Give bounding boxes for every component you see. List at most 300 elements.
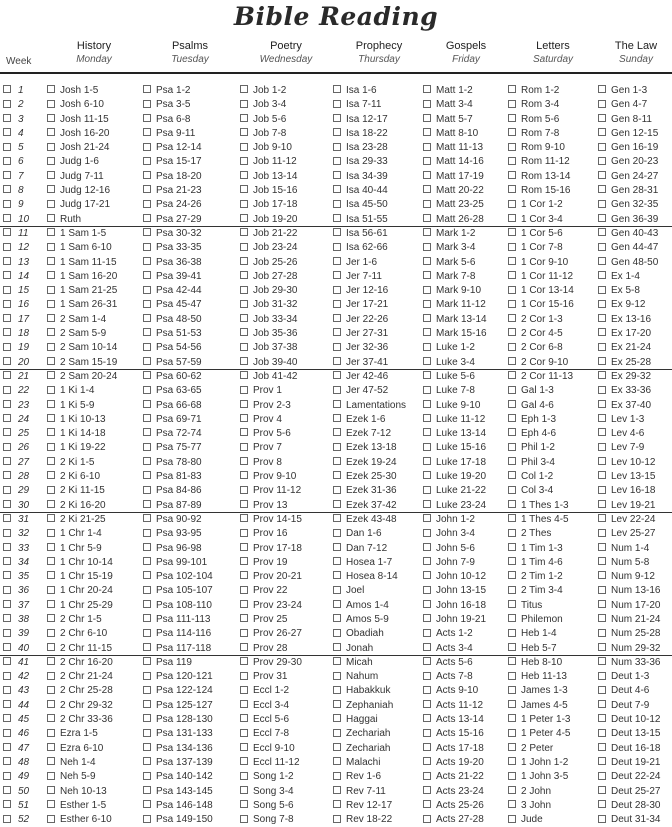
- poetry-checkbox[interactable]: [240, 343, 248, 351]
- psalms-checkbox[interactable]: [143, 157, 151, 165]
- prophecy-checkbox[interactable]: [333, 672, 341, 680]
- letters-checkbox[interactable]: [508, 185, 516, 193]
- letters-checkbox[interactable]: [508, 672, 516, 680]
- prophecy-checkbox[interactable]: [333, 629, 341, 637]
- poetry-checkbox[interactable]: [240, 314, 248, 322]
- poetry-checkbox[interactable]: [240, 414, 248, 422]
- the-law-checkbox[interactable]: [598, 672, 606, 680]
- poetry-checkbox[interactable]: [240, 328, 248, 336]
- psalms-checkbox[interactable]: [143, 328, 151, 336]
- poetry-checkbox[interactable]: [240, 428, 248, 436]
- psalms-checkbox[interactable]: [143, 714, 151, 722]
- the-law-checkbox[interactable]: [598, 328, 606, 336]
- history-checkbox[interactable]: [47, 786, 55, 794]
- letters-checkbox[interactable]: [508, 543, 516, 551]
- history-checkbox[interactable]: [47, 371, 55, 379]
- gospels-checkbox[interactable]: [423, 457, 431, 465]
- letters-checkbox[interactable]: [508, 815, 516, 823]
- history-checkbox[interactable]: [47, 629, 55, 637]
- psalms-checkbox[interactable]: [143, 571, 151, 579]
- week-checkbox[interactable]: [3, 185, 11, 193]
- the-law-checkbox[interactable]: [598, 815, 606, 823]
- week-checkbox[interactable]: [3, 557, 11, 565]
- history-checkbox[interactable]: [47, 686, 55, 694]
- week-checkbox[interactable]: [3, 100, 11, 108]
- prophecy-checkbox[interactable]: [333, 414, 341, 422]
- the-law-checkbox[interactable]: [598, 614, 606, 622]
- history-checkbox[interactable]: [47, 314, 55, 322]
- gospels-checkbox[interactable]: [423, 114, 431, 122]
- the-law-checkbox[interactable]: [598, 386, 606, 394]
- week-checkbox[interactable]: [3, 657, 11, 665]
- psalms-checkbox[interactable]: [143, 114, 151, 122]
- gospels-checkbox[interactable]: [423, 486, 431, 494]
- history-checkbox[interactable]: [47, 143, 55, 151]
- history-checkbox[interactable]: [47, 114, 55, 122]
- prophecy-checkbox[interactable]: [333, 729, 341, 737]
- prophecy-checkbox[interactable]: [333, 457, 341, 465]
- the-law-checkbox[interactable]: [598, 314, 606, 322]
- prophecy-checkbox[interactable]: [333, 128, 341, 136]
- week-checkbox[interactable]: [3, 471, 11, 479]
- poetry-checkbox[interactable]: [240, 529, 248, 537]
- history-checkbox[interactable]: [47, 486, 55, 494]
- psalms-checkbox[interactable]: [143, 772, 151, 780]
- prophecy-checkbox[interactable]: [333, 243, 341, 251]
- history-checkbox[interactable]: [47, 714, 55, 722]
- prophecy-checkbox[interactable]: [333, 815, 341, 823]
- psalms-checkbox[interactable]: [143, 214, 151, 222]
- gospels-checkbox[interactable]: [423, 171, 431, 179]
- week-checkbox[interactable]: [3, 400, 11, 408]
- history-checkbox[interactable]: [47, 500, 55, 508]
- poetry-checkbox[interactable]: [240, 100, 248, 108]
- the-law-checkbox[interactable]: [598, 185, 606, 193]
- history-checkbox[interactable]: [47, 772, 55, 780]
- week-checkbox[interactable]: [3, 500, 11, 508]
- psalms-checkbox[interactable]: [143, 786, 151, 794]
- history-checkbox[interactable]: [47, 600, 55, 608]
- the-law-checkbox[interactable]: [598, 357, 606, 365]
- week-checkbox[interactable]: [3, 357, 11, 365]
- gospels-checkbox[interactable]: [423, 743, 431, 751]
- prophecy-checkbox[interactable]: [333, 271, 341, 279]
- gospels-checkbox[interactable]: [423, 414, 431, 422]
- week-checkbox[interactable]: [3, 257, 11, 265]
- the-law-checkbox[interactable]: [598, 457, 606, 465]
- history-checkbox[interactable]: [47, 457, 55, 465]
- psalms-checkbox[interactable]: [143, 200, 151, 208]
- letters-checkbox[interactable]: [508, 586, 516, 594]
- prophecy-checkbox[interactable]: [333, 400, 341, 408]
- letters-checkbox[interactable]: [508, 257, 516, 265]
- the-law-checkbox[interactable]: [598, 100, 606, 108]
- history-checkbox[interactable]: [47, 328, 55, 336]
- letters-checkbox[interactable]: [508, 743, 516, 751]
- gospels-checkbox[interactable]: [423, 286, 431, 294]
- history-checkbox[interactable]: [47, 171, 55, 179]
- week-checkbox[interactable]: [3, 157, 11, 165]
- gospels-checkbox[interactable]: [423, 714, 431, 722]
- week-checkbox[interactable]: [3, 343, 11, 351]
- gospels-checkbox[interactable]: [423, 400, 431, 408]
- the-law-checkbox[interactable]: [598, 714, 606, 722]
- week-checkbox[interactable]: [3, 457, 11, 465]
- psalms-checkbox[interactable]: [143, 486, 151, 494]
- letters-checkbox[interactable]: [508, 428, 516, 436]
- letters-checkbox[interactable]: [508, 643, 516, 651]
- poetry-checkbox[interactable]: [240, 357, 248, 365]
- week-checkbox[interactable]: [3, 643, 11, 651]
- prophecy-checkbox[interactable]: [333, 800, 341, 808]
- week-checkbox[interactable]: [3, 586, 11, 594]
- gospels-checkbox[interactable]: [423, 386, 431, 394]
- prophecy-checkbox[interactable]: [333, 228, 341, 236]
- poetry-checkbox[interactable]: [240, 772, 248, 780]
- gospels-checkbox[interactable]: [423, 243, 431, 251]
- the-law-checkbox[interactable]: [598, 686, 606, 694]
- letters-checkbox[interactable]: [508, 486, 516, 494]
- poetry-checkbox[interactable]: [240, 729, 248, 737]
- the-law-checkbox[interactable]: [598, 400, 606, 408]
- poetry-checkbox[interactable]: [240, 486, 248, 494]
- prophecy-checkbox[interactable]: [333, 543, 341, 551]
- gospels-checkbox[interactable]: [423, 815, 431, 823]
- prophecy-checkbox[interactable]: [333, 314, 341, 322]
- week-checkbox[interactable]: [3, 85, 11, 93]
- prophecy-checkbox[interactable]: [333, 786, 341, 794]
- letters-checkbox[interactable]: [508, 271, 516, 279]
- poetry-checkbox[interactable]: [240, 457, 248, 465]
- the-law-checkbox[interactable]: [598, 786, 606, 794]
- poetry-checkbox[interactable]: [240, 214, 248, 222]
- history-checkbox[interactable]: [47, 543, 55, 551]
- gospels-checkbox[interactable]: [423, 729, 431, 737]
- poetry-checkbox[interactable]: [240, 500, 248, 508]
- poetry-checkbox[interactable]: [240, 243, 248, 251]
- letters-checkbox[interactable]: [508, 514, 516, 522]
- week-checkbox[interactable]: [3, 271, 11, 279]
- week-checkbox[interactable]: [3, 729, 11, 737]
- history-checkbox[interactable]: [47, 757, 55, 765]
- history-checkbox[interactable]: [47, 228, 55, 236]
- the-law-checkbox[interactable]: [598, 85, 606, 93]
- the-law-checkbox[interactable]: [598, 414, 606, 422]
- history-checkbox[interactable]: [47, 414, 55, 422]
- prophecy-checkbox[interactable]: [333, 286, 341, 294]
- the-law-checkbox[interactable]: [598, 586, 606, 594]
- psalms-checkbox[interactable]: [143, 343, 151, 351]
- the-law-checkbox[interactable]: [598, 343, 606, 351]
- week-checkbox[interactable]: [3, 428, 11, 436]
- psalms-checkbox[interactable]: [143, 428, 151, 436]
- history-checkbox[interactable]: [47, 185, 55, 193]
- week-checkbox[interactable]: [3, 686, 11, 694]
- gospels-checkbox[interactable]: [423, 800, 431, 808]
- week-checkbox[interactable]: [3, 286, 11, 294]
- poetry-checkbox[interactable]: [240, 286, 248, 294]
- letters-checkbox[interactable]: [508, 800, 516, 808]
- history-checkbox[interactable]: [47, 529, 55, 537]
- poetry-checkbox[interactable]: [240, 629, 248, 637]
- psalms-checkbox[interactable]: [143, 543, 151, 551]
- history-checkbox[interactable]: [47, 343, 55, 351]
- poetry-checkbox[interactable]: [240, 271, 248, 279]
- prophecy-checkbox[interactable]: [333, 143, 341, 151]
- prophecy-checkbox[interactable]: [333, 757, 341, 765]
- letters-checkbox[interactable]: [508, 286, 516, 294]
- gospels-checkbox[interactable]: [423, 328, 431, 336]
- history-checkbox[interactable]: [47, 800, 55, 808]
- psalms-checkbox[interactable]: [143, 529, 151, 537]
- letters-checkbox[interactable]: [508, 143, 516, 151]
- poetry-checkbox[interactable]: [240, 443, 248, 451]
- psalms-checkbox[interactable]: [143, 243, 151, 251]
- gospels-checkbox[interactable]: [423, 686, 431, 694]
- letters-checkbox[interactable]: [508, 171, 516, 179]
- prophecy-checkbox[interactable]: [333, 614, 341, 622]
- the-law-checkbox[interactable]: [598, 743, 606, 751]
- history-checkbox[interactable]: [47, 571, 55, 579]
- poetry-checkbox[interactable]: [240, 185, 248, 193]
- letters-checkbox[interactable]: [508, 714, 516, 722]
- week-checkbox[interactable]: [3, 114, 11, 122]
- history-checkbox[interactable]: [47, 286, 55, 294]
- gospels-checkbox[interactable]: [423, 357, 431, 365]
- the-law-checkbox[interactable]: [598, 157, 606, 165]
- week-checkbox[interactable]: [3, 529, 11, 537]
- psalms-checkbox[interactable]: [143, 400, 151, 408]
- gospels-checkbox[interactable]: [423, 772, 431, 780]
- poetry-checkbox[interactable]: [240, 371, 248, 379]
- letters-checkbox[interactable]: [508, 386, 516, 394]
- gospels-checkbox[interactable]: [423, 428, 431, 436]
- letters-checkbox[interactable]: [508, 729, 516, 737]
- gospels-checkbox[interactable]: [423, 543, 431, 551]
- letters-checkbox[interactable]: [508, 614, 516, 622]
- the-law-checkbox[interactable]: [598, 757, 606, 765]
- poetry-checkbox[interactable]: [240, 557, 248, 565]
- history-checkbox[interactable]: [47, 128, 55, 136]
- the-law-checkbox[interactable]: [598, 243, 606, 251]
- week-checkbox[interactable]: [3, 228, 11, 236]
- the-law-checkbox[interactable]: [598, 371, 606, 379]
- the-law-checkbox[interactable]: [598, 643, 606, 651]
- prophecy-checkbox[interactable]: [333, 114, 341, 122]
- week-checkbox[interactable]: [3, 743, 11, 751]
- prophecy-checkbox[interactable]: [333, 328, 341, 336]
- poetry-checkbox[interactable]: [240, 714, 248, 722]
- letters-checkbox[interactable]: [508, 557, 516, 565]
- the-law-checkbox[interactable]: [598, 486, 606, 494]
- history-checkbox[interactable]: [47, 85, 55, 93]
- letters-checkbox[interactable]: [508, 443, 516, 451]
- poetry-checkbox[interactable]: [240, 786, 248, 794]
- gospels-checkbox[interactable]: [423, 629, 431, 637]
- gospels-checkbox[interactable]: [423, 643, 431, 651]
- the-law-checkbox[interactable]: [598, 600, 606, 608]
- psalms-checkbox[interactable]: [143, 271, 151, 279]
- psalms-checkbox[interactable]: [143, 171, 151, 179]
- poetry-checkbox[interactable]: [240, 471, 248, 479]
- the-law-checkbox[interactable]: [598, 571, 606, 579]
- poetry-checkbox[interactable]: [240, 400, 248, 408]
- letters-checkbox[interactable]: [508, 786, 516, 794]
- the-law-checkbox[interactable]: [598, 128, 606, 136]
- history-checkbox[interactable]: [47, 300, 55, 308]
- psalms-checkbox[interactable]: [143, 586, 151, 594]
- letters-checkbox[interactable]: [508, 757, 516, 765]
- psalms-checkbox[interactable]: [143, 357, 151, 365]
- history-checkbox[interactable]: [47, 729, 55, 737]
- the-law-checkbox[interactable]: [598, 200, 606, 208]
- letters-checkbox[interactable]: [508, 357, 516, 365]
- poetry-checkbox[interactable]: [240, 757, 248, 765]
- poetry-checkbox[interactable]: [240, 614, 248, 622]
- psalms-checkbox[interactable]: [143, 672, 151, 680]
- history-checkbox[interactable]: [47, 471, 55, 479]
- the-law-checkbox[interactable]: [598, 143, 606, 151]
- letters-checkbox[interactable]: [508, 300, 516, 308]
- history-checkbox[interactable]: [47, 657, 55, 665]
- prophecy-checkbox[interactable]: [333, 185, 341, 193]
- letters-checkbox[interactable]: [508, 400, 516, 408]
- the-law-checkbox[interactable]: [598, 514, 606, 522]
- the-law-checkbox[interactable]: [598, 271, 606, 279]
- prophecy-checkbox[interactable]: [333, 743, 341, 751]
- poetry-checkbox[interactable]: [240, 815, 248, 823]
- prophecy-checkbox[interactable]: [333, 657, 341, 665]
- week-checkbox[interactable]: [3, 800, 11, 808]
- week-checkbox[interactable]: [3, 614, 11, 622]
- prophecy-checkbox[interactable]: [333, 700, 341, 708]
- psalms-checkbox[interactable]: [143, 386, 151, 394]
- gospels-checkbox[interactable]: [423, 157, 431, 165]
- poetry-checkbox[interactable]: [240, 171, 248, 179]
- poetry-checkbox[interactable]: [240, 672, 248, 680]
- letters-checkbox[interactable]: [508, 457, 516, 465]
- the-law-checkbox[interactable]: [598, 214, 606, 222]
- history-checkbox[interactable]: [47, 700, 55, 708]
- history-checkbox[interactable]: [47, 214, 55, 222]
- gospels-checkbox[interactable]: [423, 657, 431, 665]
- psalms-checkbox[interactable]: [143, 657, 151, 665]
- the-law-checkbox[interactable]: [598, 257, 606, 265]
- gospels-checkbox[interactable]: [423, 571, 431, 579]
- letters-checkbox[interactable]: [508, 471, 516, 479]
- poetry-checkbox[interactable]: [240, 657, 248, 665]
- the-law-checkbox[interactable]: [598, 286, 606, 294]
- prophecy-checkbox[interactable]: [333, 357, 341, 365]
- week-checkbox[interactable]: [3, 414, 11, 422]
- history-checkbox[interactable]: [47, 643, 55, 651]
- the-law-checkbox[interactable]: [598, 772, 606, 780]
- week-checkbox[interactable]: [3, 200, 11, 208]
- prophecy-checkbox[interactable]: [333, 514, 341, 522]
- the-law-checkbox[interactable]: [598, 171, 606, 179]
- poetry-checkbox[interactable]: [240, 157, 248, 165]
- the-law-checkbox[interactable]: [598, 657, 606, 665]
- week-checkbox[interactable]: [3, 371, 11, 379]
- gospels-checkbox[interactable]: [423, 500, 431, 508]
- psalms-checkbox[interactable]: [143, 743, 151, 751]
- history-checkbox[interactable]: [47, 815, 55, 823]
- the-law-checkbox[interactable]: [598, 629, 606, 637]
- poetry-checkbox[interactable]: [240, 600, 248, 608]
- gospels-checkbox[interactable]: [423, 557, 431, 565]
- history-checkbox[interactable]: [47, 514, 55, 522]
- history-checkbox[interactable]: [47, 386, 55, 394]
- gospels-checkbox[interactable]: [423, 757, 431, 765]
- gospels-checkbox[interactable]: [423, 257, 431, 265]
- poetry-checkbox[interactable]: [240, 114, 248, 122]
- history-checkbox[interactable]: [47, 586, 55, 594]
- prophecy-checkbox[interactable]: [333, 586, 341, 594]
- psalms-checkbox[interactable]: [143, 286, 151, 294]
- psalms-checkbox[interactable]: [143, 128, 151, 136]
- prophecy-checkbox[interactable]: [333, 214, 341, 222]
- psalms-checkbox[interactable]: [143, 443, 151, 451]
- history-checkbox[interactable]: [47, 357, 55, 365]
- prophecy-checkbox[interactable]: [333, 371, 341, 379]
- history-checkbox[interactable]: [47, 100, 55, 108]
- letters-checkbox[interactable]: [508, 85, 516, 93]
- letters-checkbox[interactable]: [508, 414, 516, 422]
- the-law-checkbox[interactable]: [598, 800, 606, 808]
- prophecy-checkbox[interactable]: [333, 686, 341, 694]
- poetry-checkbox[interactable]: [240, 543, 248, 551]
- gospels-checkbox[interactable]: [423, 100, 431, 108]
- letters-checkbox[interactable]: [508, 772, 516, 780]
- psalms-checkbox[interactable]: [143, 228, 151, 236]
- prophecy-checkbox[interactable]: [333, 600, 341, 608]
- week-checkbox[interactable]: [3, 757, 11, 765]
- gospels-checkbox[interactable]: [423, 214, 431, 222]
- gospels-checkbox[interactable]: [423, 143, 431, 151]
- prophecy-checkbox[interactable]: [333, 643, 341, 651]
- psalms-checkbox[interactable]: [143, 629, 151, 637]
- gospels-checkbox[interactable]: [423, 529, 431, 537]
- gospels-checkbox[interactable]: [423, 228, 431, 236]
- prophecy-checkbox[interactable]: [333, 300, 341, 308]
- gospels-checkbox[interactable]: [423, 185, 431, 193]
- letters-checkbox[interactable]: [508, 700, 516, 708]
- gospels-checkbox[interactable]: [423, 371, 431, 379]
- poetry-checkbox[interactable]: [240, 514, 248, 522]
- gospels-checkbox[interactable]: [423, 443, 431, 451]
- prophecy-checkbox[interactable]: [333, 428, 341, 436]
- week-checkbox[interactable]: [3, 486, 11, 494]
- poetry-checkbox[interactable]: [240, 800, 248, 808]
- letters-checkbox[interactable]: [508, 128, 516, 136]
- the-law-checkbox[interactable]: [598, 500, 606, 508]
- week-checkbox[interactable]: [3, 386, 11, 394]
- week-checkbox[interactable]: [3, 328, 11, 336]
- week-checkbox[interactable]: [3, 629, 11, 637]
- history-checkbox[interactable]: [47, 743, 55, 751]
- the-law-checkbox[interactable]: [598, 471, 606, 479]
- history-checkbox[interactable]: [47, 157, 55, 165]
- psalms-checkbox[interactable]: [143, 757, 151, 765]
- gospels-checkbox[interactable]: [423, 271, 431, 279]
- psalms-checkbox[interactable]: [143, 100, 151, 108]
- psalms-checkbox[interactable]: [143, 686, 151, 694]
- psalms-checkbox[interactable]: [143, 185, 151, 193]
- prophecy-checkbox[interactable]: [333, 200, 341, 208]
- letters-checkbox[interactable]: [508, 114, 516, 122]
- week-checkbox[interactable]: [3, 143, 11, 151]
- gospels-checkbox[interactable]: [423, 672, 431, 680]
